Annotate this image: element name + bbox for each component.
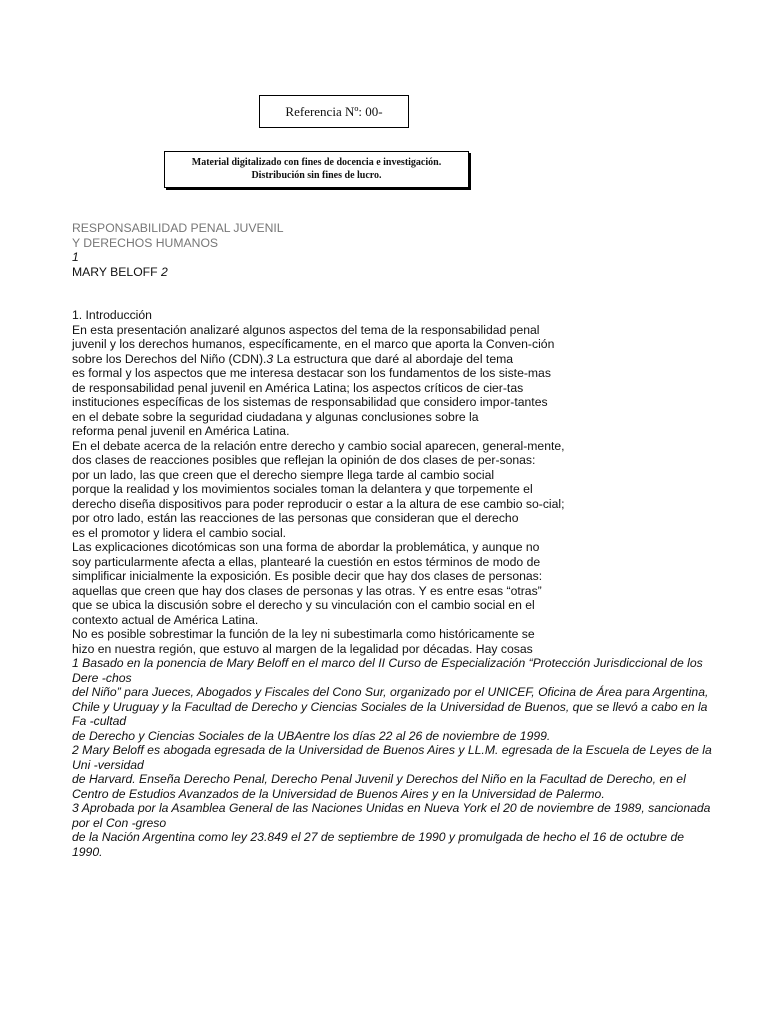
paragraph-line: reforma penal juvenil en América Latina. <box>72 424 290 438</box>
section-heading: 1. Introducción <box>72 308 152 322</box>
author-name: MARY BELOFF <box>72 264 158 279</box>
footnote-mark-3: 3 <box>266 351 274 366</box>
paragraph-line: Las explicaciones dicotómicas son una forma de abordar la problemática, y aunque no <box>72 540 540 554</box>
author-line <box>72 265 712 280</box>
paragraph-line: En esta presentación analizaré algunos aspectos del tema de la responsabilidad penal <box>72 322 540 337</box>
paragraph-line: que se ubica la discusión sobre el derecho y su vinculación con el cambio social en el <box>72 598 535 612</box>
paragraph-line <box>72 352 712 367</box>
paragraph-line: simplificar inicialmente la exposición. Es posible decir que hay dos clases de personas: <box>72 569 543 583</box>
footnote-line: Centro de Estudios Avanzados de la Universidad de Buenos Aires y en la Universidad de Palermo. <box>72 786 605 801</box>
reference-label: Referencia Nº: 00- <box>285 103 383 119</box>
paragraph-line: juvenil y los derechos humanos, específicamente, en el marco que aporta la Conven-ción <box>72 337 555 351</box>
footnote-line: Chile y Uruguay y la Facultad de Derecho y Ciencias Sociales de la Universidad de Buenos, que se llevó a cabo en la Fa -cultad <box>72 699 708 728</box>
footnote-line: 2 Mary Beloff es abogada egresada de la Universidad de Buenos Aires y LL.M. egresada de la Escuela de Leyes de la Uni -versidad <box>72 743 712 772</box>
notice-box <box>164 151 469 188</box>
footnotes <box>72 656 712 859</box>
paragraph-line: porque la realidad y los movimientos sociales toman la delantera y que torpemente el <box>72 482 533 496</box>
footnote-line: de la Nación Argentina como ley 23.849 el 27 de septiembre de 1990 y promulgada de hecho el 16 de octubre de 1990. <box>72 830 685 859</box>
paragraph-line-start: sobre los Derechos del Niño (CDN). <box>72 351 267 366</box>
paragraph-line: dos clases de reacciones posibles que reflejan la opinión de dos clases de per-sonas: <box>72 453 536 467</box>
footnote-line: del Niño” para Jueces, Abogados y Fiscales del Cono Sur, organizado por el UNICEF, Oficina de Área para Argentina, <box>72 685 709 699</box>
paragraph-line: por un lado, las que creen que el derecho siempre llega tarde al cambio social <box>72 467 495 482</box>
footnote-line: 3 Aprobada por la Asamblea General de las Naciones Unidas en Nueva York el 20 de noviembre de 1989, sancionada por el Con -greso <box>72 801 711 830</box>
paragraph-line: En el debate acerca de la relación entre derecho y cambio social aparecen, general-mente, <box>72 438 565 453</box>
paragraph-line: hizo en nuestra región, que estuvo al margen de la legalidad por décadas. Hay cosas <box>72 641 533 656</box>
paragraph-line: soy particularmente afecta a ellas, plantearé la cuestión en estos términos de modo de <box>72 554 541 569</box>
paragraph-line: en el debate sobre la seguridad ciudadana y algunas conclusiones sobre la <box>72 409 479 424</box>
paragraph-line: No es posible sobrestimar la función de la ley ni subestimarla como históricamente se <box>72 627 535 641</box>
footnote-line: 1 Basado en la ponencia de Mary Beloff en el marco del II Curso de Especialización “Protección Jurisdiccional de los Dere -chos <box>72 656 703 685</box>
footnote-line: de Derecho y Ciencias Sociales de la UBAentre los días 22 al 26 de noviembre de 1999. <box>72 728 551 743</box>
title-line-1: RESPONSABILIDAD PENAL JUVENIL <box>72 221 284 235</box>
document-body <box>72 221 712 859</box>
paragraph-line: de responsabilidad penal juvenil en América Latina; los aspectos críticos de cier-tas <box>72 380 524 395</box>
paragraph-line: derecho diseña dispositivos para poder reproducir o estar a la altura de ese cambio so-cial; <box>72 496 565 511</box>
notice-line-2: Distribución sin fines de lucro. <box>251 170 382 181</box>
notice-line-1: Material digitalizado con fines de docencia e investigación. <box>191 157 442 168</box>
paragraph-line: es el promotor y lidera el cambio social. <box>72 525 287 540</box>
title-line-2: Y DERECHOS HUMANOS <box>72 235 219 250</box>
title-footnote-mark: 1 <box>72 250 79 264</box>
paragraph-line-end: La estructura que daré al abordaje del tema <box>273 351 514 366</box>
paragraph-line: contexto actual de América Latina. <box>72 612 259 627</box>
paragraph-line: por otro lado, están las reacciones de las personas que consideran que el derecho <box>72 511 519 525</box>
reference-box <box>259 95 409 128</box>
paragraph-line: aquellas que creen que hay dos clases de personas y las otras. Y es entre esas “otras” <box>72 583 542 598</box>
footnote-line: de Harvard. Enseña Derecho Penal, Derecho Penal Juvenil y Derechos del Niño en la Facultad de Derecho, en el <box>72 772 686 786</box>
paragraph-line: instituciones específicas de los sistemas de responsabilidad que considero impor-tantes <box>72 395 548 409</box>
paragraph-line: es formal y los aspectos que me interesa destacar son los fundamentos de los siste-mas <box>72 366 551 380</box>
author-footnote-mark: 2 <box>160 264 168 279</box>
